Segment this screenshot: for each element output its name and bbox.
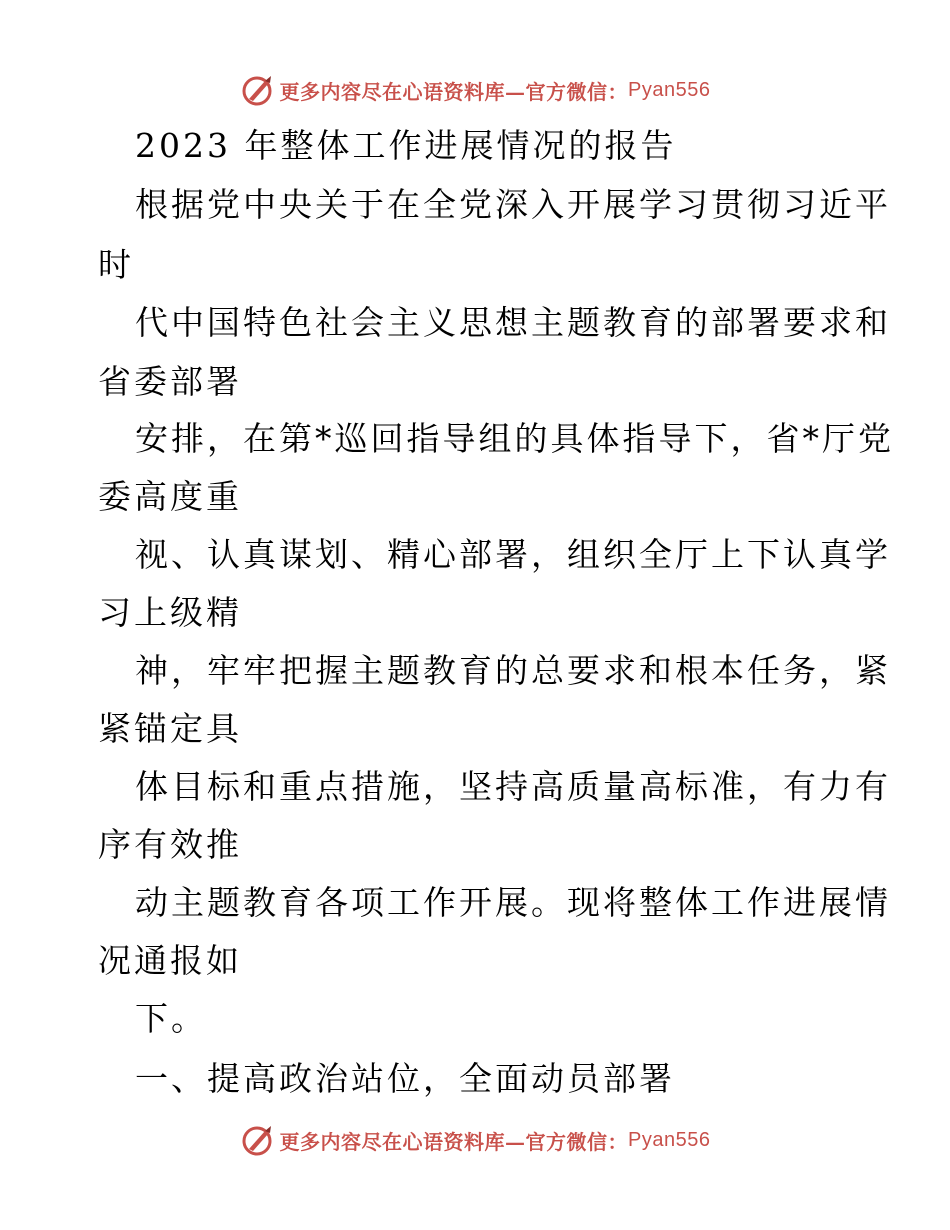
section-heading: 一、提高政治站位，全面动员部署 <box>135 1059 675 1098</box>
body-line: 神，牢牢把握主题教育的总要求和根本任务，紧 <box>135 651 891 690</box>
body-line: 代中国特色社会主义思想主题教育的部署要求和 <box>135 303 891 342</box>
body-line: 序有效推 <box>98 825 242 864</box>
quill-pen-logo-icon <box>240 73 274 107</box>
quill-pen-logo-icon <box>240 1123 274 1157</box>
wechat-id: Pyan556 <box>628 78 711 101</box>
header-banner <box>0 70 950 110</box>
body-line: 委高度重 <box>98 477 242 516</box>
body-line: 下。 <box>135 999 207 1038</box>
body-line: 省委部署 <box>98 362 242 401</box>
body-line: 体目标和重点措施，坚持高质量高标准，有力有 <box>135 767 891 806</box>
body-line: 紧锚定具 <box>98 709 242 748</box>
wechat-id: Pyan556 <box>628 1128 711 1151</box>
footer-banner <box>0 1120 950 1160</box>
banner-label: 更多内容尽在心语资料库—官方微信： <box>279 79 629 104</box>
banner-label: 更多内容尽在心语资料库—官方微信： <box>279 1129 629 1154</box>
body-line: 时 <box>98 245 134 284</box>
body-line: 动主题教育各项工作开展。现将整体工作进展情 <box>135 883 891 922</box>
body-line: 习上级精 <box>98 593 242 632</box>
body-line: 根据党中央关于在全党深入开展学习贯彻习近平 <box>135 185 891 224</box>
body-line: 况通报如 <box>98 941 242 980</box>
body-line: 视、认真谋划、精心部署，组织全厅上下认真学 <box>135 535 891 574</box>
document-title: 2023 年整体工作进展情况的报告 <box>135 126 677 165</box>
body-line: 安排，在第*巡回指导组的具体指导下，省*厅党 <box>135 419 894 458</box>
